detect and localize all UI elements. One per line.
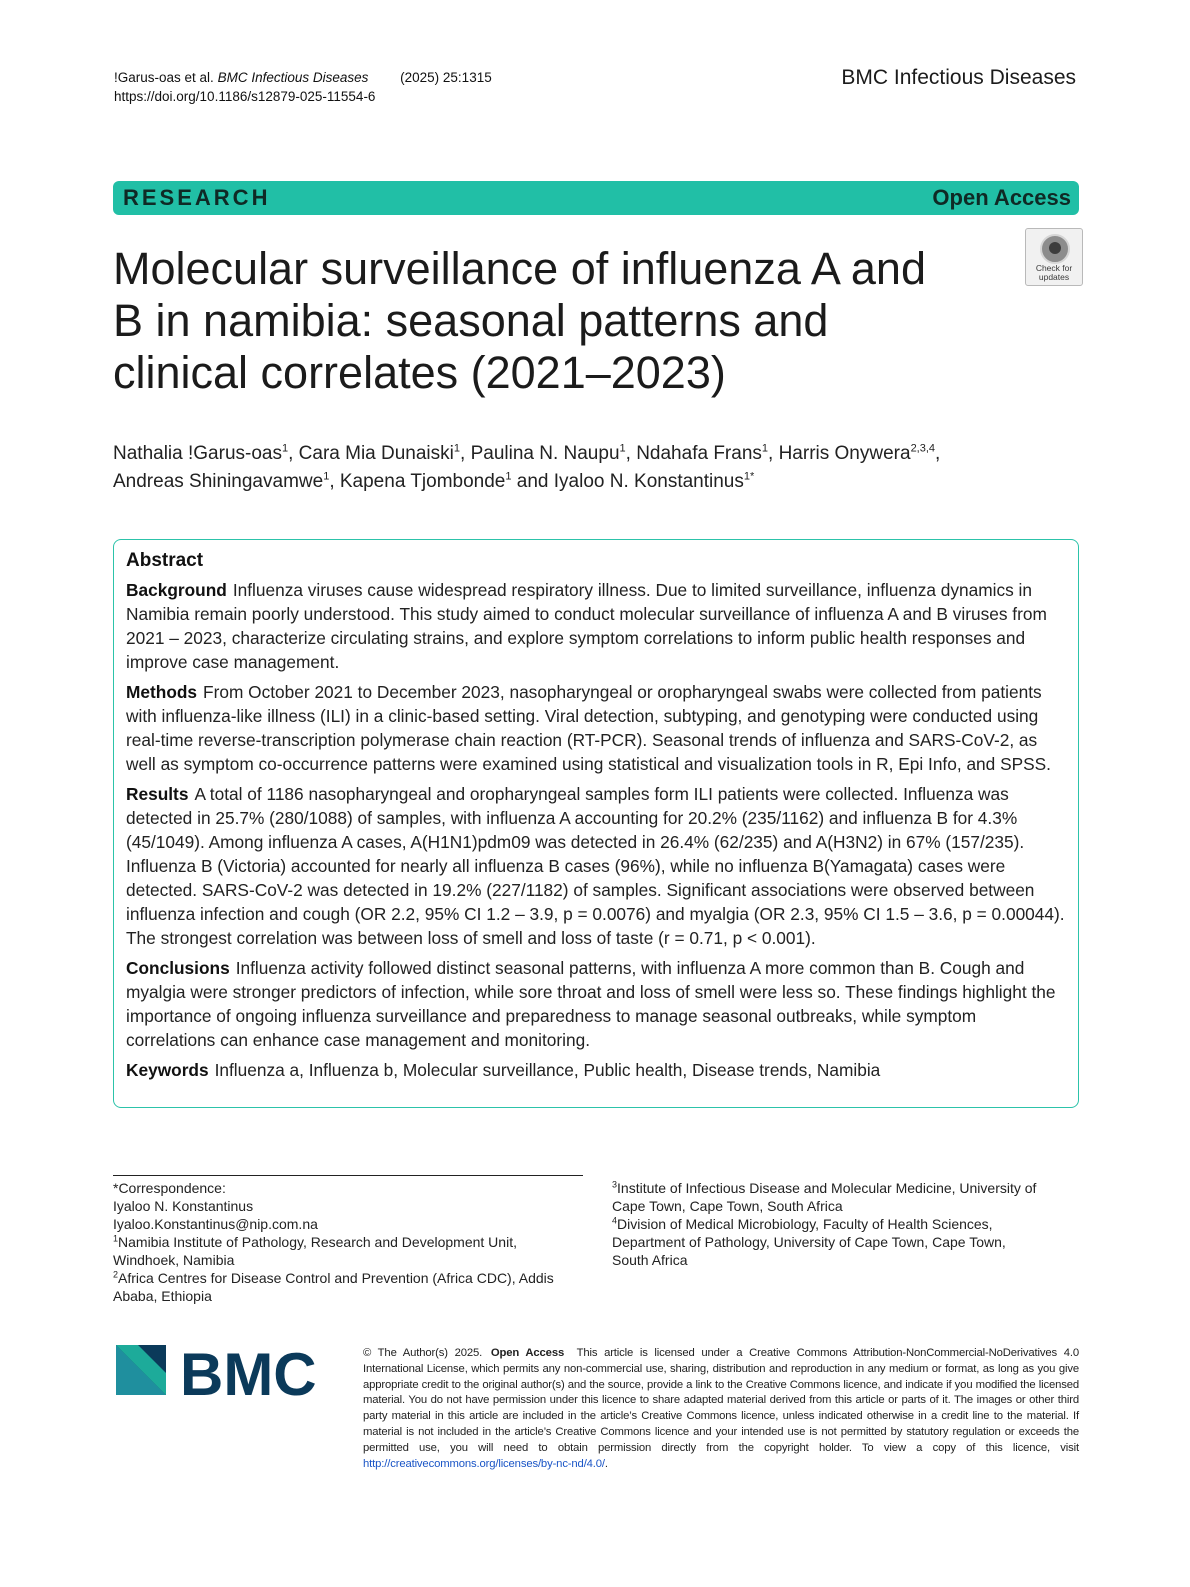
licence-url-link[interactable]: http://creativecommons.org/licenses/by-nc-nd/4.0/ (363, 1457, 605, 1470)
author-affiliation: 1 (281, 442, 289, 455)
abstract-heading: Abstract (126, 550, 204, 571)
author-affiliation: 1 (505, 470, 512, 483)
abstract-section-text: From October 2021 to December 2023, nasopharyngeal or oropharyngeal swabs were collected from patients with influenza-like illness (ILI) in a clinic-based setting. Viral detection, subtyping, and genotyping were conducted using real-time reverse-transcription polymerase chain reaction (RT-PCR). Seasonal trends of influenza and SARS-CoV-2, as well as symptom co-occurrence patterns were examined using statistical and visualization tools in R, Epi Info, and SPSS. (126, 682, 1051, 774)
author-name: Harris Onywera (778, 443, 911, 464)
author-name: Cara Mia Dunaiski (298, 443, 454, 464)
citation-journal: BMC Infectious Diseases (217, 70, 369, 85)
affiliation-4 (612, 1215, 1042, 1269)
logo-wordmark: BMC (180, 1345, 317, 1405)
abstract-section-label: Conclusions (126, 958, 230, 978)
author-list (113, 440, 1073, 496)
licence-end: . (604, 1457, 608, 1470)
author-separator: , (768, 443, 779, 464)
abstract-section-background (126, 578, 1066, 674)
abstract-section-label: Keywords (126, 1060, 209, 1080)
author-name: Kapena Tjombonde (339, 471, 506, 492)
author-separator: , (460, 443, 471, 464)
affiliation-number: 4 (612, 1215, 618, 1226)
abstract-section-text: Influenza viruses cause widespread respiratory illness. Due to limited surveillance, influenza dynamics in Namibia remain poorly understood. This study aimed to conduct molecular surveillance of influenza A and B viruses from 2021 – 2023, characterize circulating strains, and explore symptom correlations to inform public health responses and improve case management. (126, 580, 1047, 672)
abstract-section-label: Background (126, 580, 227, 600)
author-affiliation: 1 (761, 442, 769, 455)
affiliation-3 (612, 1179, 1042, 1215)
author-separator: , (625, 443, 637, 464)
author-separator: , (288, 443, 299, 464)
abstract-section-results (126, 782, 1066, 950)
affiliation-number: 2 (113, 1269, 119, 1280)
licence-text (363, 1346, 1079, 1472)
citation-authors: !Garus-oas et al. (114, 70, 214, 85)
author-affiliation: 1 (619, 442, 626, 455)
citation-line (114, 68, 492, 87)
abstract-section-text: Influenza activity followed distinct seasonal patterns, with influenza A more common than B. Cough and myalgia were stronger predictors of infection, while sore throat and loss of smell were less so. These findings highlight the importance of ongoing influenza surveillance and preparedness to manage seasonal outbreaks, while symptom correlations can enhance case management and monitoring. (126, 958, 1056, 1050)
affiliation-text: Institute of Infectious Disease and Molecular Medicine, University of Cape Town, Cape Town, South Africa (612, 1180, 1037, 1214)
licence-body: This article is licensed under a Creative Commons Attribution-NonCommercial-NoDerivatives 4.0 International License, which permits any non-commercial use, sharing, distribution and reproduction in any medium or format, as long as you give appropriate credit to the original author(s) and the source, provide a link to the Creative Commons licence, and indicate if you modified the licensed material. You do not have permission under this licence to share adapted material derived from this article or parts of it. The images or other third party material in this article are included in the article’s Creative Commons licence, unless indicated otherwise in a credit line to the material. If material is not included in the article’s Creative Commons licence and your intended use is not permitted by statutory regulation or exceeds the permitted use, you will need to obtain permission directly from the copyright holder. To view a copy of this licence, visit (363, 1347, 1079, 1454)
author-name: Andreas Shiningavamwe (113, 471, 324, 492)
badge-line-1: Check for (1035, 263, 1073, 273)
author-separator: , (935, 443, 941, 464)
abstract-section-label: Results (126, 784, 189, 804)
affiliation-1 (113, 1233, 583, 1269)
running-citation (114, 68, 492, 106)
correspondence-label: *Correspondence: (113, 1180, 226, 1196)
journal-name: BMC Infectious Diseases (841, 66, 1076, 89)
affiliation-text: Division of Medical Microbiology, Faculty of Health Sciences, Department of Pathology, University of Cape Town, Cape Town, South Africa (612, 1216, 1006, 1268)
abstract-section-text: Influenza a, Influenza b, Molecular surveillance, Public health, Disease trends, Namibia (214, 1060, 881, 1080)
correspondent-name: Iyaloo N. Konstantinus (113, 1198, 254, 1214)
licence-open-access: Open Access (490, 1347, 565, 1359)
bmc-logo (116, 1345, 336, 1405)
abstract-section-text: A total of 1186 nasopharyngeal and oropharyngeal samples form ILI patients were collected. Influenza was detected in 25.7% (280/1088) of samples, with influenza A accounting for 20.2% (235/1162) and influenza B for 4.3% (45/1049). Among influenza A cases, A(H1N1)pdm09 was detected in 26.4% (62/235) and A(H3N2) in 67% (157/235). Influenza B (Victoria) accounted for nearly all influenza B cases (96%), while no influenza B(Yamagata) cases were detected. SARS-CoV-2 was detected in 19.2% (227/1182) of samples. Significant associations were observed between influenza infection and cough (OR 2.2, 95% CI 1.2 – 3.9, p = 0.0076) and myalgia (OR 2.3, 95% CI 1.5 – 3.6, p = 0.00044). The strongest correlation was between loss of smell and loss of taste (r = 0.71, p < 0.001). (126, 784, 1065, 948)
author-name: Ndahafa Frans (636, 443, 762, 464)
article-title: Molecular surveillance of influenza A and B in namibia: seasonal patterns and clinical correlates (2021–2023) (113, 243, 926, 398)
article-type-label: RESEARCH (123, 185, 271, 210)
affiliation-number: 1 (113, 1233, 119, 1244)
author-affiliation: 1* (743, 470, 755, 483)
affiliation-2 (113, 1269, 583, 1305)
affiliation-number: 3 (612, 1179, 618, 1190)
open-access-label: Open Access (932, 185, 1071, 210)
abstract-section-conclusions (126, 956, 1066, 1052)
check-for-updates-badge[interactable] (1025, 228, 1083, 286)
author-name: Iyaloo N. Konstantinus (553, 471, 744, 492)
footnotes-left (113, 1179, 583, 1305)
correspondent-email[interactable]: Iyaloo.Konstantinus@nip.com.na (113, 1216, 318, 1232)
author-separator: , (329, 471, 340, 492)
author-affiliation: 2,3,4 (910, 442, 936, 455)
doi-link[interactable]: https://doi.org/10.1186/s12879-025-11554-6 (114, 89, 376, 104)
citation-year-volume: (2025) 25:1315 (400, 70, 492, 85)
author-name: Nathalia !Garus-oas (113, 443, 282, 464)
author-separator: and (511, 471, 554, 492)
abstract-section-methods (126, 680, 1066, 776)
badge-line-2: updates (1038, 272, 1070, 282)
affiliation-text: Namibia Institute of Pathology, Research and Development Unit, Windhoek, Namibia (113, 1234, 517, 1268)
crossmark-icon (1040, 234, 1070, 264)
footnotes-right (612, 1179, 1042, 1269)
author-affiliation: 1 (323, 470, 330, 483)
author-affiliation: 1 (453, 442, 461, 455)
article-type-banner (113, 181, 1079, 215)
abstract-sections (126, 578, 1066, 1082)
footnote-rule (113, 1175, 583, 1176)
abstract-section-label: Methods (126, 682, 198, 702)
check-for-updates-label (1026, 264, 1082, 282)
copyright-notice: © The Author(s) 2025. (363, 1347, 483, 1359)
abstract-box (113, 539, 1079, 1108)
author-name: Paulina N. Naupu (470, 443, 620, 464)
affiliation-text: Africa Centres for Disease Control and Prevention (Africa CDC), Addis Ababa, Ethiopia (113, 1270, 554, 1304)
abstract-section-keywords (126, 1058, 1066, 1082)
